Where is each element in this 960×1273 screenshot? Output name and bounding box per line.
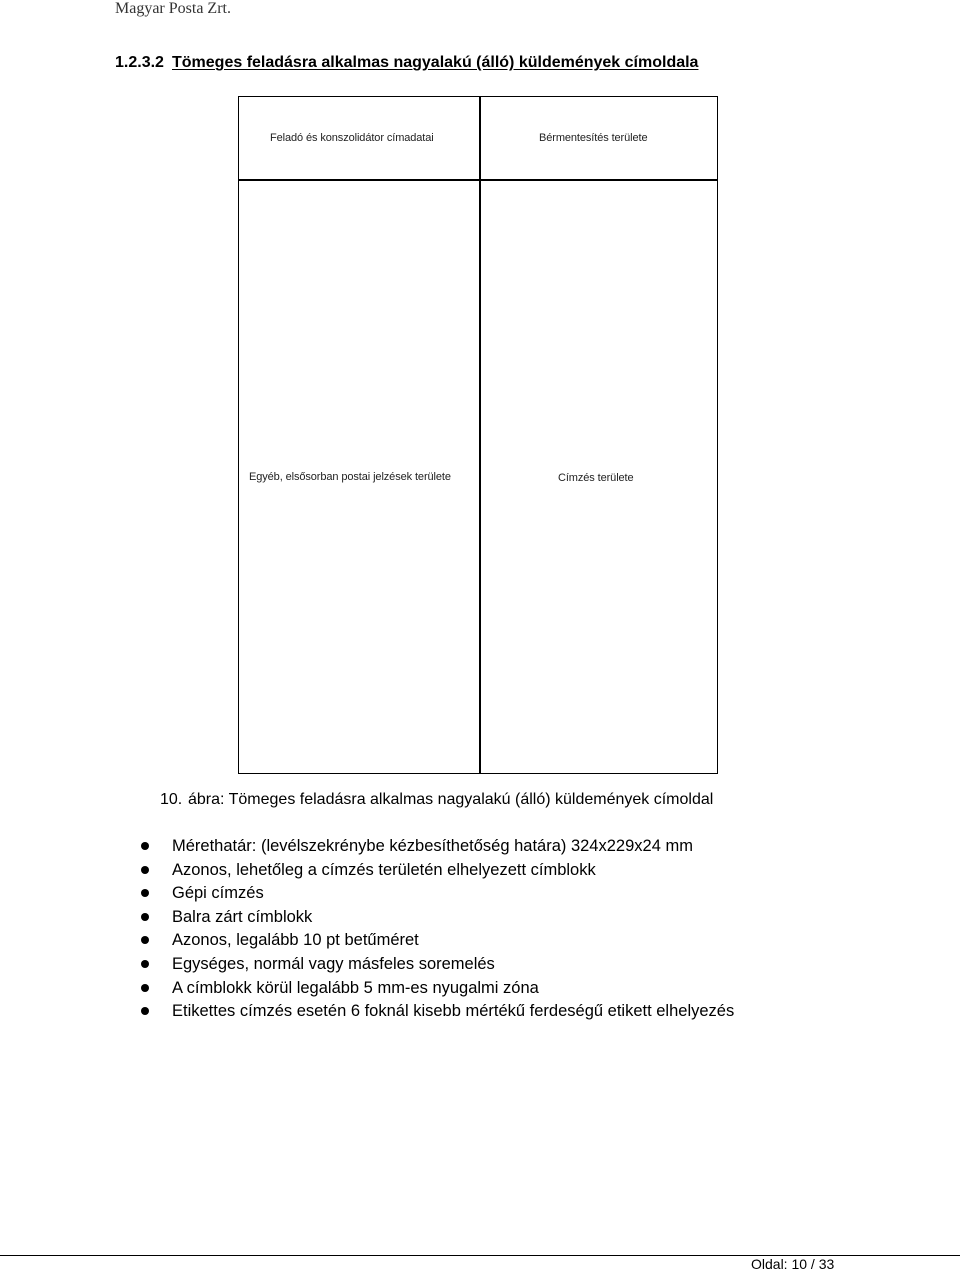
address-area-label: Címzés területe [558, 472, 634, 484]
bullet-icon [141, 960, 149, 968]
bullet-icon [141, 913, 149, 921]
figure-vertical-divider [479, 97, 481, 773]
sender-area-label: Feladó és konszolidátor címadatai [270, 132, 434, 144]
envelope-layout-figure [238, 96, 718, 774]
list-item: Balra zárt címblokk [140, 907, 734, 931]
bullet-icon [141, 866, 149, 874]
bullet-icon [141, 984, 149, 992]
page-number: Oldal: 10 / 33 [751, 1256, 835, 1272]
bullet-icon [141, 889, 149, 897]
list-item: Etikettes címzés esetén 6 foknál kisebb mértékű ferdeségű etikett elhelyezés [140, 1001, 734, 1025]
postal-marks-area-label: Egyéb, elsősorban postai jelzések területe [249, 471, 451, 483]
bullet-icon [141, 936, 149, 944]
bullet-icon [141, 842, 149, 850]
caption-text: ábra: Tömeges feladásra alkalmas nagyalakú (álló) küldemények címoldal [188, 791, 714, 808]
list-item: Mérethatár: (levélszekrénybe kézbesíthetőség határa) 324x229x24 mm [140, 836, 734, 860]
figure-horizontal-divider [239, 179, 717, 181]
list-item: Azonos, legalább 10 pt betűméret [140, 930, 734, 954]
list-item: Azonos, lehetőleg a címzés területén elhelyezett címblokk [140, 860, 734, 884]
bullet-icon [141, 1007, 149, 1015]
header-company-name: Magyar Posta Zrt. [115, 0, 231, 17]
postage-area-label: Bérmentesítés területe [539, 132, 648, 144]
caption-number: 10. [160, 791, 183, 808]
figure-caption [160, 790, 713, 810]
requirements-list [140, 836, 734, 1025]
section-number: 1.2.3.2 [115, 54, 164, 71]
list-item: Egységes, normál vagy másfeles soremelés [140, 954, 734, 978]
section-title: Tömeges feladásra alkalmas nagyalakú (álló) küldemények címoldala [172, 54, 699, 71]
section-heading [115, 53, 698, 73]
list-item: A címblokk körül legalább 5 mm-es nyugalmi zóna [140, 978, 734, 1002]
list-item: Gépi címzés [140, 883, 734, 907]
